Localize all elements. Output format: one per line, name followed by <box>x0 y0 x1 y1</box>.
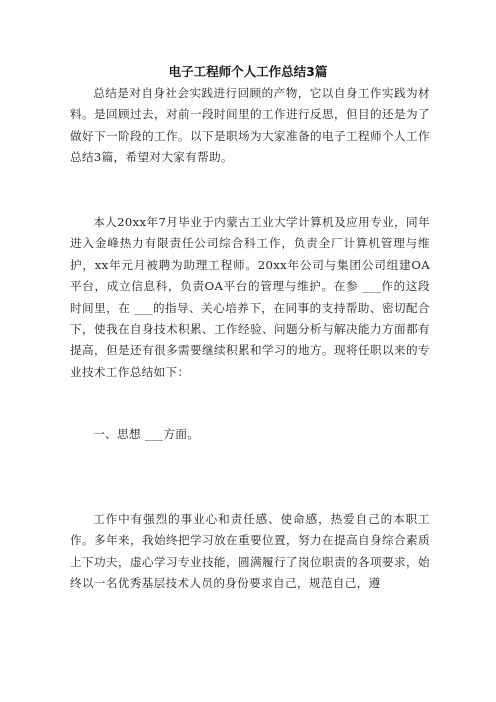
paragraph-work-attitude: 工作中有强烈的事业心和责任感、使命感，热爱自己的本职工作。多年来，我始终把学习放在重要位置，努力在提高自身综合素质上下功夫，虚心学习专业技能，圆满履行了岗位职责的各项要求，始终以一名优秀基层技术人员的身份要求自己，规范自己，遵 <box>70 512 430 591</box>
paragraph-intro: 总结是对自身社会实践进行回顾的产物，它以自身工作实践为材料。是回顾过去，对前一段时间里的工作进行反思，但目的还是为了做好下一阶段的工作。以下是职场为大家准备的电子工程师个人工作总结3篇，希望对大家有帮助。 <box>70 86 430 165</box>
section-heading-ideology: 一、思想 ___方面。 <box>93 427 200 441</box>
paragraph-background: 本人20xx年7月毕业于内蒙古工业大学计算机及应用专业，同年进入金峰热力有限责任公司综合科工作，负责全厂计算机管理与维护，xx年元月被聘为助理工程师。20xx年公司与集团公司组建OA平台，成立信息科，负责OA平台的管理与维护。在参 ___作的这段时间里，在 ___的指导、关心培养下，在同事的支持帮助、密切配合下，使我在自身技术积累、工作经验、问题分析与解决能力方面都有提高，但是还有很多需要继续积累和学习的地方。现将任职以来的专业技术工作总结如下： <box>70 215 430 379</box>
document-title: 电子工程师个人工作总结3篇 <box>168 64 328 79</box>
